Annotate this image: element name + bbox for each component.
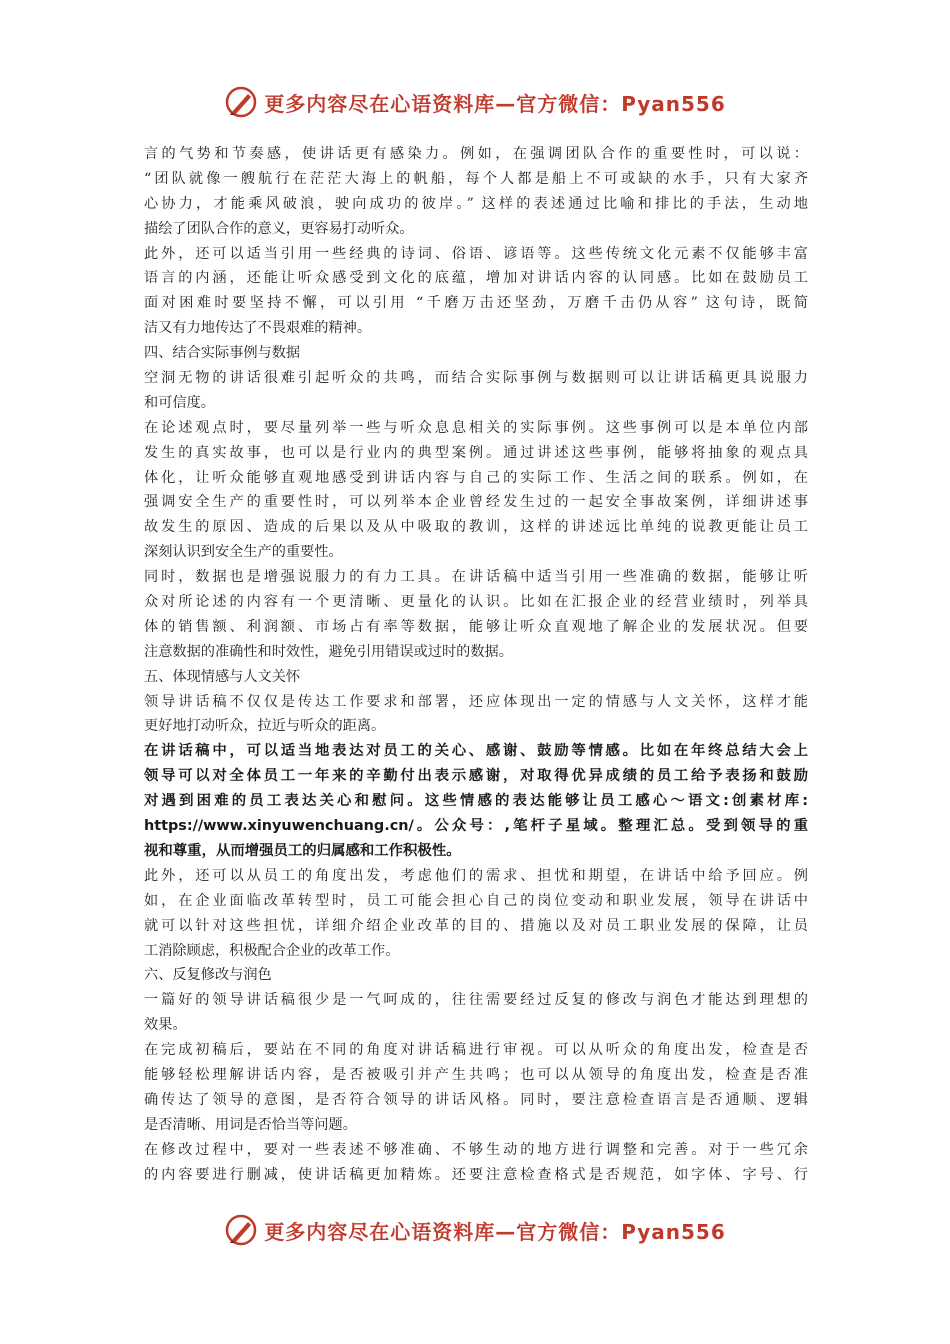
text-line: 强调安全生产的重要性时，可以列举本企业曾经发生过的一起安全事故案例，详细讲述事 — [144, 494, 808, 511]
text-line: 空洞无物的讲话很难引起听众的共鸣，而结合实际事例与数据则可以让讲话稿更具说服力 — [144, 370, 808, 387]
text-line: 此外，还可以适当引用一些经典的诗词、俗语、谚语等。这些传统文化元素不仅能够丰富 — [144, 245, 808, 262]
header-watermark — [0, 82, 950, 122]
text-line: 更好地打动听众，拉近与听众的距离。 — [144, 718, 386, 735]
text-line: 此外，还可以从员工的角度出发，考虑他们的需求、担忧和期望，在讲话中给予回应。例 — [144, 867, 808, 884]
text-line: 描绘了团队合作的意义，更容易打动听众。 — [144, 220, 414, 237]
text-line: 体的销售额、利润额、市场占有率等数据，能够让听众直观地了解企业的发展状况。但要 — [144, 618, 808, 635]
text-line: 注意数据的准确性和时效性，避免引用错误或过时的数据。 — [144, 643, 513, 660]
text-line: 在论述观点时，要尽量列举一些与听众息息相关的实际事例。这些事例可以是本单位内部 — [144, 419, 808, 436]
text-line: 是否清晰、用词是否恰当等问题。 — [144, 1116, 357, 1133]
text-line: 工消除顾虑，积极配合企业的改革工作。 — [144, 942, 400, 959]
text-line: 和可信度。 — [144, 394, 215, 411]
pen-logo-icon — [224, 1213, 258, 1247]
text-line: 深刻认识到安全生产的重要性。 — [144, 544, 343, 561]
text-line: 在完成初稿后，要站在不同的角度对讲话稿进行审视。可以从听众的角度出发，检查是否 — [144, 1042, 808, 1059]
text-line: 就可以针对这些担忧，详细介绍企业改革的目的、措施以及对员工职业发展的保障，让员 — [144, 917, 808, 934]
text-line: 语言的内涵，还能让听众感受到文化的底蕴，增加对讲话内容的认同感。比如在鼓励员工 — [144, 270, 808, 287]
text-line: “团队就像一艘航行在茫茫大海上的帆船，每个人都是船上不可或缺的水手，只有大家齐 — [144, 170, 808, 187]
text-line: 同时，数据也是增强说服力的有力工具。在讲话稿中适当引用一些准确的数据，能够让听 — [144, 569, 808, 586]
text-line: 五、体现情感与人文关怀 — [144, 668, 301, 685]
text-line: 一篇好的领导讲话稿很少是一气呵成的，往往需要经过反复的修改与润色才能达到理想的 — [144, 992, 808, 1009]
text-line: 如，在企业面临改革转型时，员工可能会担心自己的岗位变动和职业发展，领导在讲话中 — [144, 892, 808, 909]
text-line: 能够轻松理解讲话内容，是否被吸引并产生共鸣；也可以从领导的角度出发，检查是否准 — [144, 1066, 808, 1083]
text-line: 在修改过程中，要对一些表述不够准确、不够生动的地方进行调整和完善。对于一些冗余 — [144, 1141, 808, 1158]
text-line: https://www.xinyuwenchuang.cn/。公众号：,笔杆子星域。整理汇总。受到领导的重 — [144, 818, 808, 835]
text-line: 众对所论述的内容有一个更清晰、更量化的认识。比如在汇报企业的经营业绩时，列举具 — [144, 594, 808, 611]
text-line: 面对困难时要坚持不懈，可以引用 “千磨万击还坚劲，万磨千击仍从容” 这句诗，既简 — [144, 295, 808, 312]
text-line: 在讲话稿中，可以适当地表达对员工的关心、感谢、鼓励等情感。比如在年终总结大会上 — [144, 743, 808, 760]
text-line: 言的气势和节奏感，使讲话更有感染力。例如，在强调团队合作的重要性时，可以说： — [144, 146, 808, 162]
text-line: 体化，让听众能够直观地感受到讲话内容与自己的实际工作、生活之间的联系。例如，在 — [144, 469, 808, 486]
text-line: 确传达了领导的意图，是否符合领导的讲话风格。同时，要注意检查语言是否通顺、逻辑 — [144, 1091, 808, 1108]
text-line: 视和尊重，从而增强员工的归属感和工作积极性。 — [144, 842, 461, 859]
header-watermark-text: 更多内容尽在心语资料库—官方微信：Pyan556 — [264, 91, 726, 116]
text-line: 对遇到困难的员工表达关心和慰问。这些情感的表达能够让员工感心～语文:创素材库: — [144, 793, 808, 810]
footer-watermark — [0, 1210, 950, 1250]
text-line: 四、结合实际事例与数据 — [144, 345, 301, 362]
text-line: 的内容要进行删减，使讲话稿更加精炼。还要注意检查格式是否规范，如字体、字号、行 — [144, 1166, 808, 1183]
text-line: 六、反复修改与润色 — [144, 967, 272, 984]
text-line: 心协力，才能乘风破浪，驶向成功的彼岸。” 这样的表述通过比喻和排比的手法，生动地 — [144, 195, 808, 212]
pen-logo-icon — [224, 85, 258, 119]
text-line: 洁又有力地传达了不畏艰难的精神。 — [144, 320, 372, 337]
text-line: 效果。 — [144, 1017, 187, 1034]
document-body — [144, 142, 808, 1187]
footer-watermark-text: 更多内容尽在心语资料库—官方微信：Pyan556 — [264, 1219, 726, 1244]
text-line: 故发生的原因、造成的后果以及从中吸取的教训，这样的讲述远比单纯的说教更能让员工 — [144, 519, 808, 536]
text-line: 领导讲话稿不仅仅是传达工作要求和部署，还应体现出一定的情感与人文关怀，这样才能 — [144, 693, 808, 710]
text-line: 领导可以对全体员工一年来的辛勤付出表示感谢，对取得优异成绩的员工给予表扬和鼓励 — [144, 768, 808, 785]
text-line: 发生的真实故事，也可以是行业内的典型案例。通过讲述这些事例，能够将抽象的观点具 — [144, 444, 808, 461]
